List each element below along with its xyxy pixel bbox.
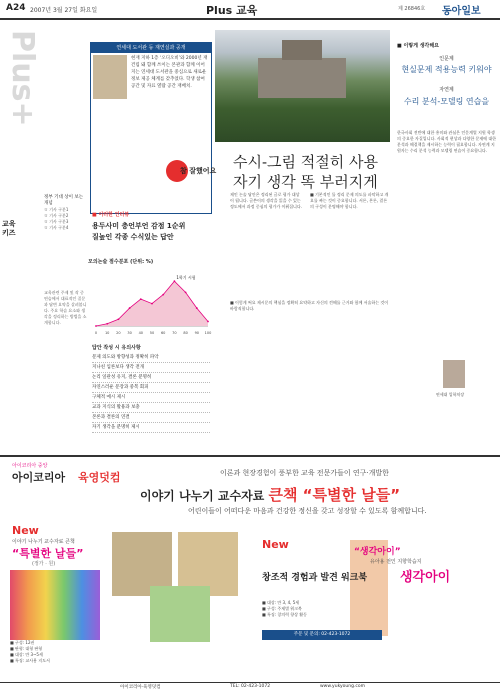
article-column-2: ■ 기본적인 틀 정리 문제 의도를 파악하고 개요를 짜는 것이 중요합니다. 서론, 본론, 결론의 구성이 분명해야 합니다. bbox=[310, 192, 389, 209]
ad-logo bbox=[12, 462, 122, 484]
headline-line1: 수시-그림 적절히 사용 bbox=[233, 153, 379, 171]
spec-line: ■ 대상: 만 3~5세 bbox=[10, 652, 43, 657]
article-headline bbox=[233, 152, 393, 192]
side-info-title: 정부 기대 상이 보는 개념 bbox=[44, 195, 84, 206]
kids-label-line1: 교육 bbox=[2, 220, 16, 228]
subhead-line1: 용두사미 충언부언 감점 1순위 bbox=[92, 222, 186, 230]
chart-tick-label: 10 bbox=[104, 331, 110, 335]
tip-item: 자연스러운 문장과 중복 회피 bbox=[92, 383, 210, 393]
footer-left: 아이코리아·육영덧컴 bbox=[120, 685, 161, 690]
tip-item: 본론과 결론의 연결 bbox=[92, 413, 210, 423]
tip-item: 지나친 입론보다 생각 전개 bbox=[92, 363, 210, 373]
page-header bbox=[0, 0, 500, 20]
chart-tick-label: 90 bbox=[194, 331, 200, 335]
side-info-line: ㅁ 기사 구분3 bbox=[44, 219, 69, 224]
article-column-1: 제인 논술 답안은 정리된 글로 평가 대상이 됩니다. 글쓴이의 생각을 읽을 수 있는 정도에서 과정 중심의 평가가 이뤄집니다. bbox=[230, 192, 303, 209]
chart-point bbox=[140, 298, 142, 300]
chart-point bbox=[207, 321, 209, 323]
chart-point bbox=[174, 280, 176, 282]
new2-title: 창조적 경험과 발견 워크북 bbox=[262, 573, 368, 583]
tip-item: 교과 지식의 활용과 보충 bbox=[92, 403, 210, 413]
chart-tick-label: 20 bbox=[116, 331, 121, 335]
footer-center: TEL: 02-423-1072 bbox=[230, 684, 271, 689]
side-info-box bbox=[44, 195, 88, 265]
spec-line: ■ 구성: 12권 bbox=[10, 640, 35, 645]
spec-line: ■ 판형: 대형 판형 bbox=[10, 646, 43, 651]
promo-text: 현재 지하 1층 ‘오디오비’와 2000년 재건립 돼 함께 쓰이는 본관과 함께 이어지는 연세대 도서관을 중심으로 새로운 정보 제공 체계를 갖추었다. 학생 참여 공간 및 자료 열람 공간 재배치. bbox=[131, 56, 208, 89]
subhead-line2: 질높인 각종 수식있는 답안 bbox=[92, 233, 174, 241]
tips-box bbox=[92, 344, 210, 436]
chart-tick-label: 50 bbox=[149, 331, 155, 335]
side-body-text: 교육관련 주제 및 작 중 연습에서 대표적인 질문과 답변 요약을 살펴봅니다. 주요 학습 요소와 생각을 정리하는 방법을 소개합니다. bbox=[44, 290, 87, 325]
right-kicker: ■ 이렇게 생각해요 bbox=[397, 43, 440, 49]
chart-point bbox=[162, 294, 164, 296]
new1-sub: 이야기 나누기 교수자료 큰책 bbox=[12, 539, 75, 545]
book-cover bbox=[150, 586, 210, 642]
article-column-3: ■ 이렇게 써요 제시문의 핵심을 정확히 요약하고 자신의 견해를 근거와 함께 서술하는 것이 바람직합니다. bbox=[230, 300, 389, 311]
right-column bbox=[395, 20, 498, 420]
campus-tower bbox=[282, 40, 322, 60]
tips-title: 답안 작성 시 유의사항 bbox=[92, 345, 141, 351]
tip-item: 자기 생각을 분명히 제시 bbox=[92, 423, 210, 433]
campus-building bbox=[258, 58, 346, 98]
new-tag: New bbox=[12, 524, 39, 537]
kids-label-line2: 키즈 bbox=[2, 229, 16, 237]
new2-quote: “생각아이” bbox=[354, 547, 401, 557]
promo-box bbox=[90, 42, 212, 214]
chart-point bbox=[185, 292, 187, 294]
subhead-kicker: ■ 이러한 인터뷰 bbox=[92, 212, 130, 218]
right-headline-2: 수리 분석-모델링 연습을 bbox=[403, 97, 490, 106]
ad-logo-brand: 아이코리아 bbox=[12, 471, 66, 484]
ad-top-line: 이론과 현장경험이 풍부한 교육 전문가들이 연구·개발한 bbox=[220, 469, 389, 477]
chart-tick-label: 0 bbox=[94, 331, 98, 335]
issue-date: 2007년 3월 27일 화요일 bbox=[30, 7, 98, 14]
chart-point bbox=[129, 307, 131, 309]
chart-tick-label: 40 bbox=[138, 331, 144, 335]
headline-line2: 자기 생각 똑 부러지게 bbox=[233, 173, 378, 191]
chart-point bbox=[95, 325, 97, 327]
spec-line: ■ 특징: 교사용 지도서 bbox=[10, 658, 50, 663]
spec-line: ■ 구성: 주제별 워크북 bbox=[262, 606, 302, 611]
side-info-line: ㅁ 기사 구분2 bbox=[44, 213, 69, 218]
new2-sub: 유아용 전인 지향학습지 bbox=[370, 559, 422, 565]
spec-line: ■ 대상: 만 3, 4, 5세 bbox=[262, 600, 300, 605]
chart-annotation: 1학기 시험 bbox=[176, 275, 196, 281]
tip-item: 문제 의도와 방향성과 정확히 파악 bbox=[92, 353, 210, 363]
tip-item: 구체적 예시 제시 bbox=[92, 393, 210, 403]
promo-photo bbox=[93, 55, 127, 99]
side-info-line: ㅁ 기사 구분4 bbox=[44, 225, 69, 230]
advertisement bbox=[0, 460, 500, 685]
new-product-1 bbox=[12, 524, 122, 574]
score-chart bbox=[88, 258, 212, 338]
side-info-line: ㅁ 기사 구분1 bbox=[44, 207, 69, 212]
ad-divider bbox=[0, 455, 500, 457]
ad-main-line bbox=[140, 484, 500, 505]
kids-label bbox=[2, 220, 16, 238]
author-photo bbox=[443, 360, 465, 388]
article-subhead bbox=[92, 210, 212, 243]
chart-plot bbox=[88, 266, 212, 336]
page-number: A24 bbox=[6, 3, 26, 13]
order-phone: 주문 및 문의: 02-423-1072 bbox=[262, 630, 382, 640]
right-headline-1: 현실문제 적용능력 키워야 bbox=[401, 65, 492, 74]
chart-point bbox=[106, 323, 108, 325]
chart-tick-label: 30 bbox=[127, 331, 132, 335]
chart-title: 모의논술 점수분포 (단위: %) bbox=[88, 259, 154, 265]
section-title: Plus 교육 bbox=[206, 4, 258, 17]
new1-title: “특별한 날들” bbox=[12, 547, 84, 560]
tip-item: 논리 일관성 유지, 결론 분명히 bbox=[92, 373, 210, 383]
promo-title: 연세대 도서관 등 재연실과 공개 bbox=[91, 43, 211, 53]
chart-point bbox=[196, 307, 198, 309]
author-signature: 연세대 입학처장 bbox=[435, 392, 465, 397]
newspaper-logo: 동아일보 bbox=[442, 6, 481, 17]
ad-logo-brand2: 육영덧컴 bbox=[78, 471, 121, 484]
right-intro-1: 인문계 bbox=[439, 56, 454, 62]
plus-logo: Plus+ bbox=[5, 30, 40, 127]
ad-sub-line: 어린이들이 어떠다운 마음과 건강한 정신을 갖고 성장할 수 있도록 함께합니다. bbox=[188, 507, 427, 515]
footer-right: www.yukyoung.com bbox=[320, 684, 366, 689]
ad-logo-small: 아이코리아 중앙 bbox=[12, 463, 48, 469]
chart-point bbox=[151, 303, 153, 305]
praise-stamp bbox=[166, 160, 224, 184]
spec-line: ■ 특징: 창의력 향상 활동 bbox=[262, 612, 307, 617]
right-intro-2: 자연계 bbox=[439, 87, 454, 93]
chart-point bbox=[118, 318, 120, 320]
chart-tick-label: 70 bbox=[172, 331, 177, 335]
chart-tick-label: 100 bbox=[204, 331, 212, 335]
stamp-label: 참 잘했어요 bbox=[180, 167, 217, 175]
chart-tick-label: 80 bbox=[183, 331, 188, 335]
new1-price: (정가 · 원) bbox=[32, 561, 56, 567]
ad-main-text: 이야기 나누기 교수자료 bbox=[140, 489, 265, 503]
right-body-text: 한국사회 전반에 대한 흥미와 관심은 인문계열 지원 학생의 중요한 자질입니다. 사회적 현상과 다양한 문제에 대한 분석과 해결책을 제시하는 능력이 필요합니다. 자연계 지원자는 수리 분석 능력과 모델링 연습이 중요합니다. bbox=[397, 130, 497, 153]
new-product-2 bbox=[262, 538, 492, 598]
book-set-image bbox=[10, 570, 100, 640]
new-tag: New bbox=[262, 538, 289, 551]
chart-tick-label: 60 bbox=[160, 331, 166, 335]
new2-brand: 생각아이 bbox=[400, 570, 451, 585]
left-rail bbox=[0, 20, 44, 410]
ad-main-big: 큰책 “특별한 날들” bbox=[268, 486, 401, 504]
issue-number: 제 26846호 bbox=[398, 6, 426, 12]
